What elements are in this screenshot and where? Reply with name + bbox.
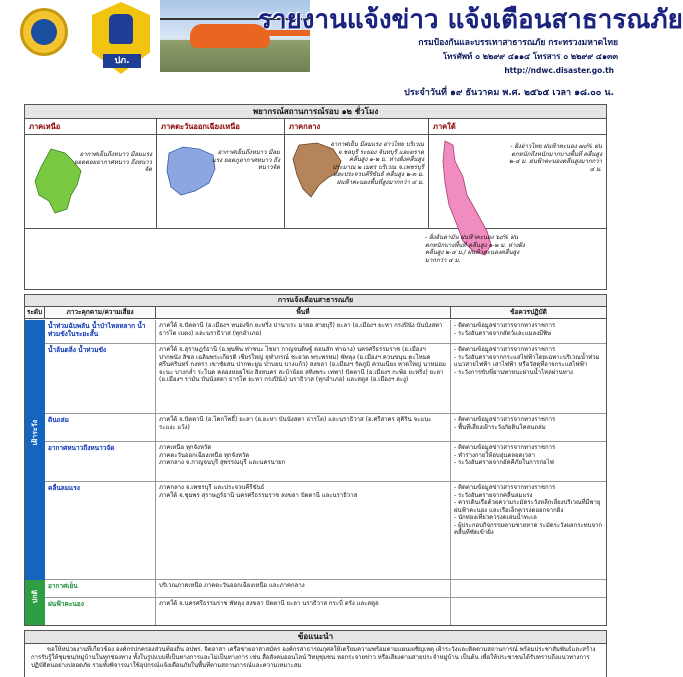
warning-column-headers: [25, 307, 606, 319]
hazard-area: บริเวณภาคเหนือ ภาคตะวันออกเฉียงเหนือ และภาคกลาง: [156, 580, 451, 597]
warning-row: [45, 344, 606, 414]
advice-body: ขอให้หน่วยงานที่เกี่ยวข้อง องค์กรปกครองส่วนท้องถิ่น อปพร. จิตอาสา เครือข่ายอาสาสมัคร องค์กรสาธารณกุศลให้เตรียมความพร้อมตามแผนเผชิญเหตุ เฝ้าระวังและติดตามสถานการณ์ พร้อมประชาสัมพันธ์และสร้างการรับรู้ให้ชุมชน/หมู่บ้านในทุกช่องทาง ทั้งในรูปแบบที่เป็นทางการและไม่เป็นทางการ เช่น สื่อสังคมออนไลน์ วิทยุชุมชน หอกระจายข่าว หรือเสียงตามสายประจำหมู่บ้าน เป็นต้น เพื่อให้ประชาชนได้รับทราบถึงแนวทางการปฏิบัติตนอย่างปลอดภัย รวมทั้งพิจารณาใช้อุปกรณ์แจ้งเตือนภัยในพื้นที่ตามสถานการณ์และความเหมาะสม: [31, 646, 596, 670]
hazard-area: ภาคกลาง จ.เพชรบุรี และประจวบคีรีขันธ์ ภาคใต้ จ.ชุมพร สุราษฎร์ธานี นครศรีธรรมราช สงขลา ปัตตานี และนราธิวาส: [156, 482, 451, 579]
region-name: ภาคใต้: [429, 119, 606, 135]
column-area: พื้นที่: [156, 307, 451, 318]
hazard-name: อากาศเย็น: [45, 580, 156, 597]
hazard-area: ภาคใต้ จ.ปัตตานี (อ.โคกโพธิ์) ยะลา (อ.ยะหา บันนังสตา ธารโต) และนราธิวาส (อ.ศรีสาคร สุคิริน จะแนะ ระแงะ แว้ง): [156, 414, 451, 441]
hazard-action: - ติดตามข้อมูลข่าวสารจากทางราชการ - ระวังอันตรายจากสัตว์และแมลงมีพิษ: [454, 322, 556, 337]
report-title: รายงานแจ้งข่าว แจ้งเตือนสาธารณภัย: [258, 5, 683, 35]
region-north: [25, 119, 157, 228]
hazard-action: - ติดตามข้อมูลข่าวสารจากทางราชการ - ทำร่างกายให้อบอุ่นตลอดเวลา - ระวังอันตรายจากอัคคีภัยในการก่อไฟ: [454, 444, 556, 466]
level-normal-label: ปกติ: [25, 580, 45, 625]
northeast-map: [163, 143, 217, 199]
website-link[interactable]: http://ndwc.disaster.go.th: [504, 66, 614, 75]
hand-icon: [109, 14, 133, 44]
hazard-name: ฝนฟ้าคะนอง: [45, 598, 156, 625]
hazard-name: คลื่นลมแรง: [45, 482, 156, 579]
column-action: ข้อควรปฏิบัติ: [510, 308, 547, 316]
region-south: [429, 119, 606, 228]
region-name: ภาคตะวันออกเฉียงเหนือ: [157, 119, 284, 135]
region-forecast: อากาศเย็นถึงหนาว มีลมแรง ยอดภูอากาศหนาว ถึงหนาวจัด: [212, 149, 280, 171]
hazard-action: - ติดตามข้อมูลข่าวสารจากทางราชการ - ระวังอันตรายจากคลื่นลมแรง - ควรเดินเรือด้วยความระมัดระวังหลีกเลี่ยงบริเวณที่มีพายุฝนฟ้าคะนอง และเรือเล็กควรงดออกจากฝั่ง - นักท่องเที่ยวควรงดเล่นน้ำทะเล - ผู้ประกอบกิจกรรมตามชายหาด ระมัดระวังผลกระทบจากคลื่นที่ซัดเข้าฝั่ง: [454, 484, 602, 536]
region-forecast: อากาศเย็น มีลมแรง อ่าวไทย บริเวณ จ.ชลบุรี ระยอง จันทบุรี และตราด คลื่นสูง ๑-๒ ม. ห่างฝั่งคลื่นสูงประมาณ ๒ เมตร บริเวณ จ.เพชรบุรี และประจวบคีรีขันธ์ คลื่นสูง ๒-๓ ม. ฝนฟ้าคะนองพื้นที่สูงมากกว่า ๔ ม.: [330, 141, 424, 186]
warning-row: [45, 580, 606, 598]
column-hazard: ภาวะคุกคาม/ความเสี่ยง: [45, 307, 156, 318]
region-name: ภาคเหนือ: [25, 119, 156, 135]
forecast-title: พยากรณ์สถานการณ์รอบ ๑๒ ชั่วโมง: [25, 105, 606, 119]
hazard-action: - ติดตามข้อมูลข่าวสารจากทางราชการ - พื้นที่เสี่ยงเฝ้าระวังภัยดินโคลนถล่ม: [454, 416, 556, 431]
region-central: [285, 119, 429, 228]
warning-row: [45, 414, 606, 442]
region-northeast: [157, 119, 285, 228]
level-watch-label: เฝ้าระวัง: [25, 320, 45, 580]
hazard-name: น้ำท่วมฉับพลัน น้ำป่าไหลหลาก น้ำท่วมขังในระยะสั้น: [45, 320, 156, 343]
andaman-forecast: [25, 230, 608, 290]
hazard-action: - ติดตามข้อมูลข่าวสารจากทางราชการ - ระวังอันตรายจากกระแสไฟฟ้าโดยเฉพาะบริเวณน้ำท่วม แนวสายไฟฟ้า เสาไฟฟ้า หรือวัสดุที่อาจกระแสไฟฟ้า - ระวังการขับขี่ยานพาหนะผ่านน้ำไหลผ่านทาง: [454, 346, 600, 376]
hazard-action: [451, 598, 606, 625]
andaman-text: - ฝั่งอันดามัน ฝนฟ้าคะนอง ๖๐% ฝนตกหนักบางพื้นที่ คลื่นสูง ๑-๒ ม. ห่างฝั่งคลื่นสูง ๒-๔ ม./ ฝนฟ้าคะนองคลื่นสูงมากกว่า ๔ ม.: [425, 234, 525, 264]
hazard-name: อากาศหนาวถึงหนาวจัด: [45, 442, 156, 481]
hazard-area: ภาคใต้ จ.สุราษฎร์ธานี (อ.พุนพิน ท่าชนะ ไชยา กาญจนดิษฐ์ ดอนสัก ท่าฉาง) นครศรีธรรมราช (อ.เมืองฯ ปากพนัง สิชล เฉลิมพระเกียรติ เชียรใหญ่ จุฬาภรณ์ ชะอวด พระพรหม) พัทลุง (อ.เมืองฯ ควนขนุน ตะโหมด ศรีนครินทร์ กงหรา เขาชัยสน ปากพะยูน ป่าบอน บางแก้ว) สงขลา (อ.เมืองฯ รัตภูมิ ควนเนียง หาดใหญ่ นาหม่อม จะนะ บางกล่ำ ระโนด คลองหอยโข่ง สิงหนคร สะบ้าย้อย สทิงพระ เทพา) ปัตตานี (อ.เมืองฯ กะพ้อ ยะหริ่ง) ยะลา (อ.เมืองฯ รามัน บันนังสตา ธารโต ยะหา กรงปินัง) นราธิวาส (ทุกอำเภอ) และสตูล (อ.เมืองฯ ละงู): [156, 344, 451, 413]
hazard-name: ดินถล่ม: [45, 414, 156, 441]
hazard-area: ภาคใต้ จ.ปัตตานี (อ.เมืองฯ หนองจิก ยะหริ่ง ปานาเระ มายอ สายบุรี) ยะลา (อ.เมืองฯ ยะหา กรงปินัง บันนังสตา ธารโต เบตง) และนราธิวาส (ทุกอำเภอ): [156, 320, 451, 343]
warning-table: [24, 294, 607, 626]
hazard-area: ภาคใต้ จ.นครศรีธรรมราช พัทลุง สงขลา ปัตตานี ยะลา นราธิวาส กระบี่ ตรัง และสตูล: [156, 598, 451, 625]
hazard-name: น้ำล้นตลิ่ง น้ำท่วมขัง: [45, 344, 156, 413]
hazard-action: [451, 580, 606, 597]
column-level: ระดับ: [25, 307, 45, 318]
warning-row: [45, 482, 606, 580]
ministry-seal-logo: [20, 8, 68, 56]
forecast-section: [24, 104, 607, 290]
contact-phone: โทรศัพท์ ๐ ๒๒๙๙ ๔๑๑๔ โทรสาร ๐ ๒๒๙๙ ๔๑๓๓: [442, 52, 618, 61]
region-forecast: - ฝั่งอ่าวไทย ฝนฟ้าคะนอง ๗๐% ฝนตกหนักถึงหนักมากบางพื้นที่ คลื่นสูง ๒-๔ ม. ฝนฟ้าคะนองคลื่นสูงมากกว่า ๔ ม.: [508, 143, 602, 173]
hazard-area: ภาคเหนือ ทุกจังหวัด ภาคตะวันออกเฉียงเหนือ ทุกจังหวัด ภาคกลาง จ.กาญจนบุรี สุพรรณบุรี และนครนายก: [156, 442, 451, 481]
warning-row: [45, 442, 606, 482]
region-forecast: อากาศเย็นถึงหนาว มีลมแรง ยอดดอยอากาศหนาว ถึงหนาวจัด: [74, 151, 152, 173]
issue-date: ประจำวันที่ ๑๙ ธันวาคม พ.ศ. ๒๕๖๕ เวลา ๑๘.๐๐ น.: [404, 88, 614, 98]
warning-title: การแจ้งเตือนสาธารณภัย: [25, 295, 606, 307]
warning-row: [45, 320, 606, 344]
advice-title: ข้อแนะนำ: [25, 631, 606, 644]
region-name: ภาคกลาง: [285, 119, 428, 135]
warning-row: [45, 598, 606, 625]
report-header: [0, 0, 683, 84]
advice-section: [24, 630, 607, 677]
department-name: กรมป้องกันและบรรเทาสาธารณภัย กระทรวงมหาดไทย: [418, 38, 618, 48]
dpm-logo-text: ปภ.: [103, 54, 141, 68]
